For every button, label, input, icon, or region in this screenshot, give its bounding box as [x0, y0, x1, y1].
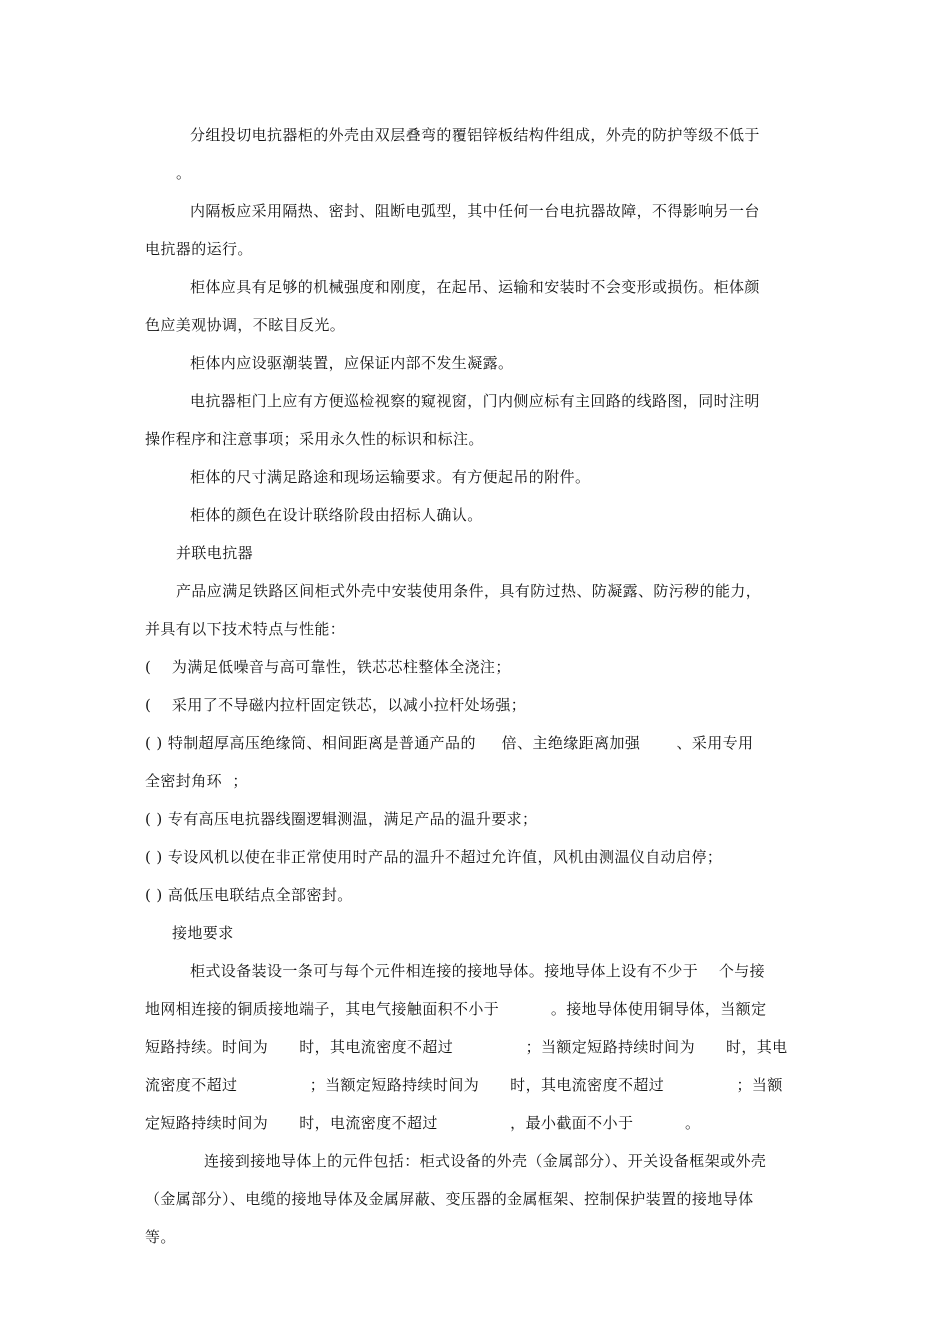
- paragraph-line: 分组投切电抗器柜的外壳由双层叠弯的覆铝锌板结构件组成，外壳的防护等级不低于: [190, 126, 760, 144]
- section-heading: 接地要求: [172, 924, 234, 942]
- list-item: 全密封角环 ；: [145, 772, 248, 790]
- section-heading: 并联电抗器: [176, 544, 254, 562]
- paragraph-line: 。: [176, 164, 192, 182]
- paragraph-line: 电抗器的运行。: [145, 240, 253, 258]
- paragraph-line: 等。: [145, 1228, 176, 1246]
- paragraph-line: 产品应满足铁路区间柜式外壳中安装使用条件，具有防过热、防凝露、防污秽的能力，: [176, 582, 762, 600]
- paragraph-line: 柜体应具有足够的机械强度和刚度，在起吊、运输和安装时不会变形或损伤。柜体颜: [190, 278, 760, 296]
- paragraph-line: 柜体的尺寸满足路途和现场运输要求。有方便起吊的附件。: [190, 468, 591, 486]
- paragraph-line: 色应美观协调，不眩目反光。: [145, 316, 346, 334]
- paragraph-line: 操作程序和注意事项；采用永久性的标识和标注。: [145, 430, 484, 448]
- paragraph-line: 电抗器柜门上应有方便巡检视察的窥视窗，门内侧应标有主回路的线路图，同时注明: [190, 392, 760, 410]
- paragraph-line: 并具有以下技术特点与性能：: [145, 620, 346, 638]
- paragraph-line: 地网相连接的铜质接地端子，其电气接触面积不小于 。接地导体使用铜导体，当额定: [145, 1000, 767, 1018]
- paragraph-line: 流密度不超过 ；当额定短路持续时间为 时，其电流密度不超过 ；当额: [145, 1076, 783, 1094]
- list-item: ( ) 特制超厚高压绝缘筒、相间距离是普通产品的 倍、主绝缘距离加强 、采用专用: [145, 734, 754, 752]
- paragraph-line: 柜体的颜色在设计联络阶段由招标人确认。: [190, 506, 483, 524]
- list-item: ( ) 专有高压电抗器线圈逻辑测温，满足产品的温升要求；: [145, 810, 538, 828]
- list-item: ( 为满足低噪音与高可靠性，铁芯芯柱整体全浇注；: [145, 658, 511, 676]
- paragraph-line: 柜式设备装设一条可与每个元件相连接的接地导体。接地导体上设有不少于 个与接: [190, 962, 766, 980]
- paragraph-line: 连接到接地导体上的元件包括：柜式设备的外壳（金属部分）、开关设备框架或外壳: [204, 1152, 767, 1170]
- paragraph-line: 定短路持续时间为 时，电流密度不超过 ，最小截面不小于 。: [145, 1114, 701, 1132]
- paragraph-line: 柜体内应设驱潮装置，应保证内部不发生凝露。: [190, 354, 514, 372]
- paragraph-line: 内隔板应采用隔热、密封、阻断电弧型，其中任何一台电抗器故障，不得影响另一台: [190, 202, 760, 220]
- list-item: ( 采用了不导磁内拉杆固定铁芯，以减小拉杆处场强；: [145, 696, 527, 714]
- list-item: ( ) 专设风机以使在非正常使用时产品的温升不超过允许值，风机由测温仪自动启停；: [145, 848, 723, 866]
- paragraph-line: （金属部分）、电缆的接地导体及金属屏蔽、变压器的金属框架、控制保护装置的接地导体: [145, 1190, 754, 1208]
- paragraph-line: 短路持续。时间为 时，其电流密度不超过 ；当额定短路持续时间为 时，其电: [145, 1038, 788, 1056]
- list-item: ( ) 高低压电联结点全部密封。: [145, 886, 353, 904]
